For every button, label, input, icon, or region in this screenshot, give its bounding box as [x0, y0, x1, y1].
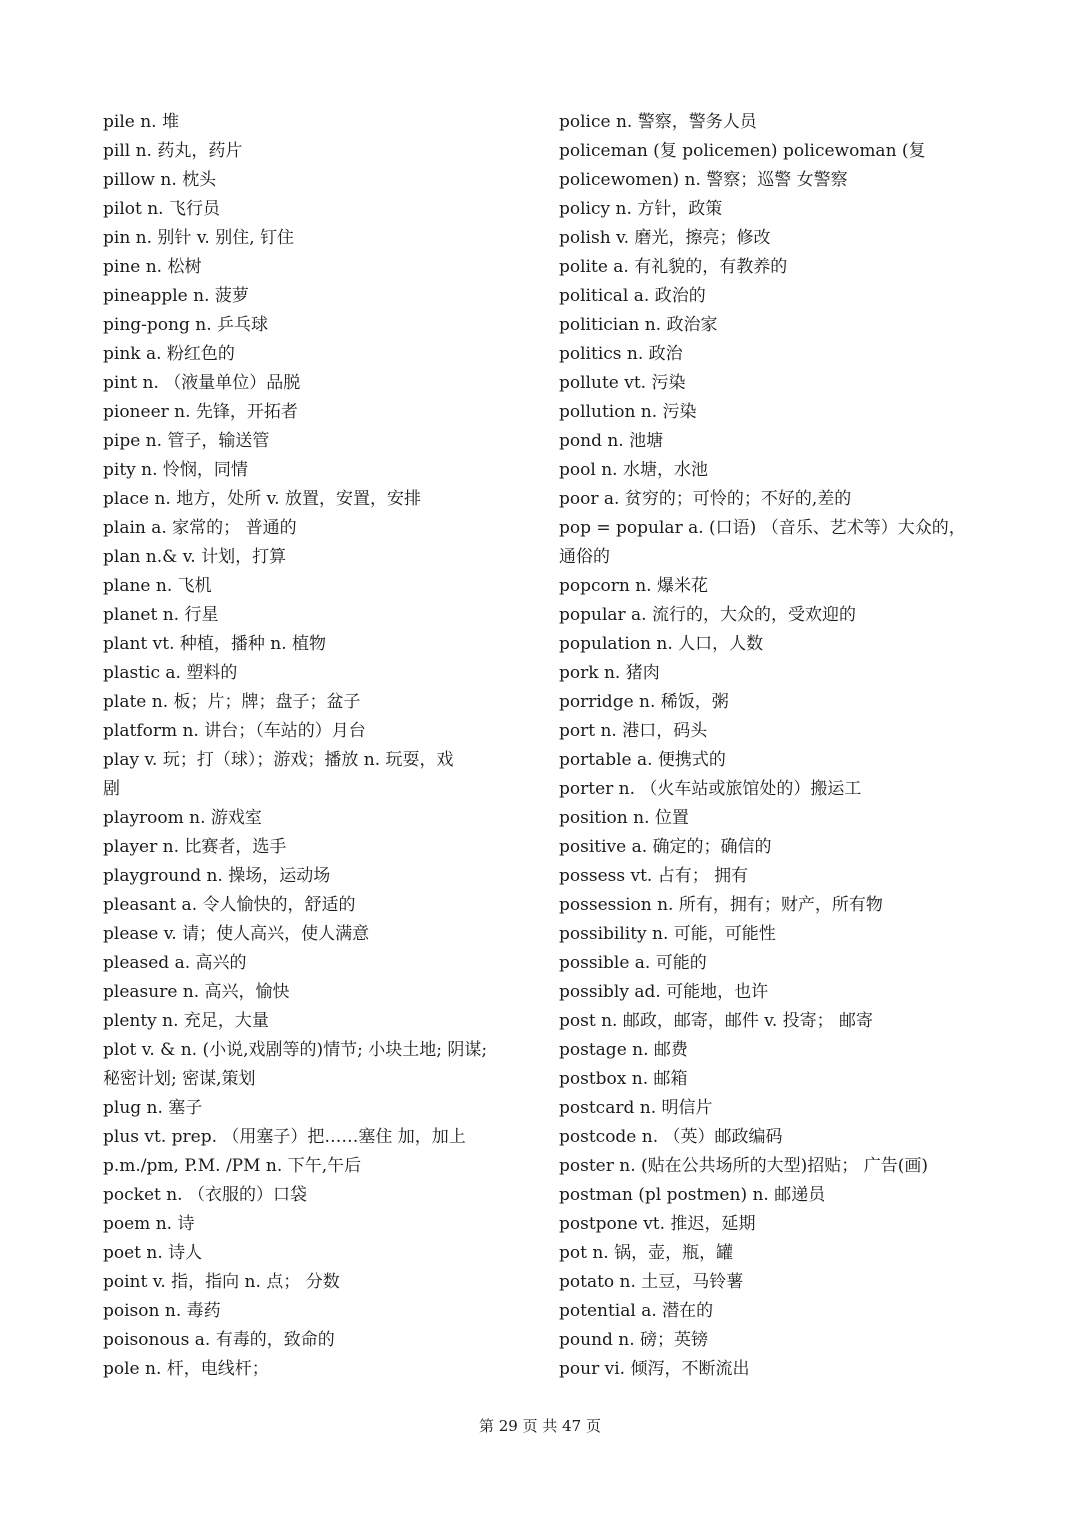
- vocab-entry-line: please v. 请；使人高兴，使人满意: [103, 924, 370, 944]
- vocab-entry-line: postage n. 邮费: [559, 1040, 688, 1060]
- vocab-entry-line: ping-pong n. 乒乓球: [103, 315, 269, 335]
- vocab-entry-line: pork n. 猪肉: [559, 663, 660, 683]
- vocab-entry-line: political a. 政治的: [559, 286, 706, 306]
- vocab-entry-line: player n. 比赛者，选手: [103, 837, 287, 857]
- vocab-entry-line: plus vt. prep. （用塞子）把……塞住 加，加上: [103, 1127, 466, 1147]
- vocab-entry-line: population n. 人口，人数: [559, 634, 764, 654]
- vocab-entry-line: pillow n. 枕头: [103, 170, 217, 190]
- vocab-entry-line: potential a. 潜在的: [559, 1301, 714, 1321]
- vocab-entry-line: p.m./pm, P.M. /PM n. 下午,午后: [103, 1156, 362, 1176]
- vocab-entry-line: policeman (复 policemen) policewoman (复: [559, 141, 926, 161]
- vocab-entry-line: pond n. 池塘: [559, 431, 664, 451]
- vocab-entry-line: pot n. 锅，壶，瓶，罐: [559, 1243, 734, 1263]
- vocab-entry-line: plenty n. 充足，大量: [103, 1011, 269, 1031]
- vocab-entry-line: pop = popular a. (口语) （音乐、艺术等）大众的，: [559, 518, 966, 538]
- vocab-entry-line: platform n. 讲台；（车站的）月台: [103, 721, 366, 741]
- vocab-entry-line: pleased a. 高兴的: [103, 953, 247, 973]
- vocab-entry-line: point v. 指，指向 n. 点； 分数: [103, 1272, 340, 1292]
- vocab-entry-line: port n. 港口，码头: [559, 721, 708, 741]
- vocab-entry-line: poor a. 贫穷的；可怜的；不好的,差的: [559, 489, 852, 509]
- vocab-entry-line: politics n. 政治: [559, 344, 683, 364]
- vocab-entry-line: polite a. 有礼貌的，有教养的: [559, 257, 788, 277]
- vocab-entry-line: postcard n. 明信片: [559, 1098, 713, 1118]
- vocab-entry-line: plate n. 板；片；牌；盘子；盆子: [103, 692, 361, 712]
- vocab-entry-line: plane n. 飞机: [103, 576, 212, 596]
- vocab-entry-line: postbox n. 邮箱: [559, 1069, 688, 1089]
- vocab-entry-line: pioneer n. 先锋，开拓者: [103, 402, 298, 422]
- vocab-entry-line: porter n. （火车站或旅馆处的）搬运工: [559, 779, 862, 799]
- vocab-entry-line: police n. 警察，警务人员: [559, 112, 757, 132]
- vocab-entry-line: pin n. 别针 v. 别住, 钉住: [103, 228, 295, 248]
- vocab-entry-line: popular a. 流行的，大众的，受欢迎的: [559, 605, 856, 625]
- vocab-entry-line: pollute vt. 污染: [559, 373, 686, 393]
- vocab-entry-line: poisonous a. 有毒的，致命的: [103, 1330, 335, 1350]
- vocab-entry-line: poem n. 诗: [103, 1214, 195, 1234]
- vocab-entry-line: policewomen) n. 警察；巡警 女警察: [559, 170, 848, 190]
- vocab-entry-line: pine n. 松树: [103, 257, 202, 277]
- vocab-entry-line: pineapple n. 菠萝: [103, 286, 249, 306]
- vocab-entry-line: place n. 地方，处所 v. 放置，安置，安排: [103, 489, 421, 509]
- vocab-entry-line: post n. 邮政，邮寄，邮件 v. 投寄； 邮寄: [559, 1011, 874, 1031]
- vocab-entry-line: pill n. 药丸，药片: [103, 141, 243, 161]
- vocab-entry-line: playroom n. 游戏室: [103, 808, 262, 828]
- vocab-entry-line: politician n. 政治家: [559, 315, 718, 335]
- vocab-entry-line: plan n.& v. 计划，打算: [103, 547, 287, 567]
- vocab-entry-line: pile n. 堆: [103, 112, 179, 132]
- vocab-entry-line: plant vt. 种植，播种 n. 植物: [103, 634, 327, 654]
- vocab-entry-line: pleasure n. 高兴，愉快: [103, 982, 290, 1002]
- right-column: [559, 108, 999, 1384]
- vocab-entry-line: planet n. 行星: [103, 605, 219, 625]
- vocab-entry-line: portable a. 便携式的: [559, 750, 726, 770]
- vocab-entry-line: pleasant a. 令人愉快的，舒适的: [103, 895, 356, 915]
- vocab-entry-line: pour vi. 倾泻，不断流出: [559, 1359, 750, 1379]
- vocab-entry-line: playground n. 操场，运动场: [103, 866, 331, 886]
- vocab-entry-line: pilot n. 飞行员: [103, 199, 220, 219]
- vocab-entry-line: pint n. （液量单位）品脱: [103, 373, 301, 393]
- vocab-entry-line: postman (pl postmen) n. 邮递员: [559, 1185, 826, 1205]
- vocab-entry-line: polish v. 磨光，擦亮；修改: [559, 228, 771, 248]
- vocab-entry-line: poet n. 诗人: [103, 1243, 203, 1263]
- vocab-entry-line: possibly ad. 可能地，也许: [559, 982, 769, 1002]
- vocab-entry-line: pocket n. （衣服的）口袋: [103, 1185, 307, 1205]
- vocab-entry-line: 秘密计划; 密谋,策划: [103, 1069, 256, 1089]
- vocab-entry-line: possess vt. 占有； 拥有: [559, 866, 749, 886]
- vocab-entry-line: poison n. 毒药: [103, 1301, 221, 1321]
- vocab-entry-line: possession n. 所有，拥有；财产，所有物: [559, 895, 883, 915]
- vocab-entry-line: 通俗的: [559, 547, 610, 567]
- vocab-entry-line: play v. 玩；打（球）；游戏；播放 n. 玩耍，戏: [103, 750, 454, 770]
- vocab-entry-line: pollution n. 污染: [559, 402, 697, 422]
- vocab-entry-line: position n. 位置: [559, 808, 689, 828]
- vocab-entry-line: poster n. (贴在公共场所的大型)招贴； 广告(画): [559, 1156, 928, 1176]
- vocab-entry-line: pound n. 磅；英镑: [559, 1330, 709, 1350]
- vocab-entry-line: potato n. 土豆，马铃薯: [559, 1272, 744, 1292]
- vocab-entry-line: positive a. 确定的；确信的: [559, 837, 772, 857]
- vocab-entry-line: pole n. 杆，电线杆；: [103, 1359, 269, 1379]
- vocab-entry-line: plug n. 塞子: [103, 1098, 203, 1118]
- vocab-entry-line: pink a. 粉红色的: [103, 344, 235, 364]
- vocab-entry-line: porridge n. 稀饭，粥: [559, 692, 729, 712]
- vocab-entry-line: 剧: [103, 779, 120, 799]
- left-column: [103, 108, 523, 1384]
- vocab-entry-line: policy n. 方针，政策: [559, 199, 723, 219]
- vocab-entry-line: plain a. 家常的； 普通的: [103, 518, 297, 538]
- vocab-entry-line: pool n. 水塘，水池: [559, 460, 708, 480]
- vocab-entry-line: popcorn n. 爆米花: [559, 576, 708, 596]
- vocab-entry-line: plastic a. 塑料的: [103, 663, 238, 683]
- vocab-entry-line: postcode n. （英）邮政编码: [559, 1127, 783, 1147]
- vocab-entry-line: pity n. 怜悯，同情: [103, 460, 248, 480]
- vocab-entry-line: pipe n. 管子，输送管: [103, 431, 270, 451]
- vocab-entry-line: possible a. 可能的: [559, 953, 707, 973]
- vocab-entry-line: postpone vt. 推迟，延期: [559, 1214, 756, 1234]
- page-footer: 第 29 页 共 47 页: [478, 1417, 601, 1435]
- vocab-entry-line: plot v. & n. (小说,戏剧等的)情节; 小块土地; 阴谋;: [103, 1040, 488, 1060]
- vocab-entry-line: possibility n. 可能，可能性: [559, 924, 776, 944]
